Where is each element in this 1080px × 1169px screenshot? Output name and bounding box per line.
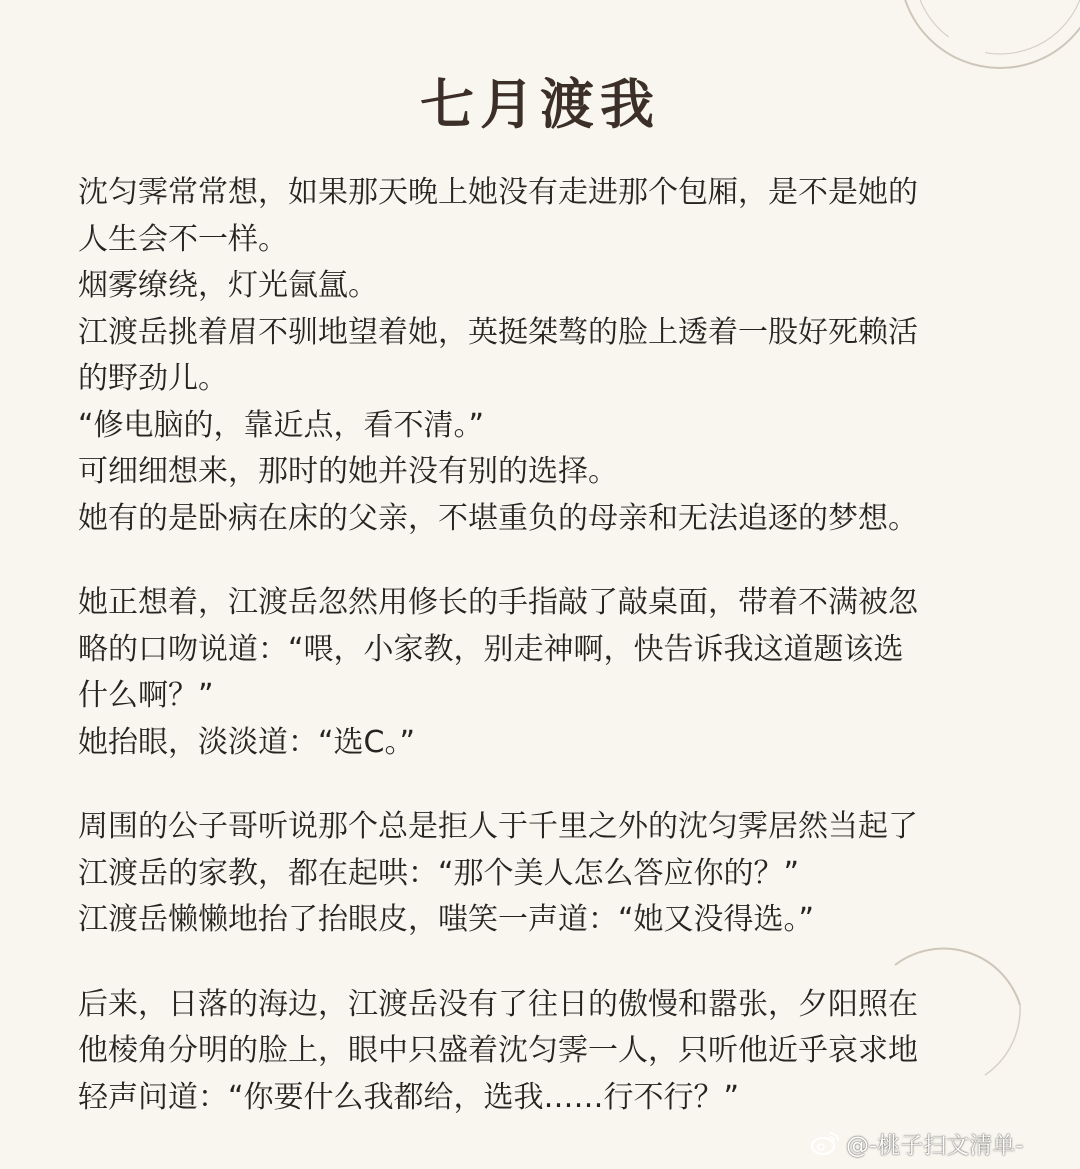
text-line: 略的口吻说道：“喂，小家教，别走神啊，快告诉我这道题该选 <box>78 631 904 667</box>
article-title: 七月渡我 <box>420 73 660 136</box>
text-line: “修电脑的，靠近点，看不清。” <box>78 407 485 443</box>
text-line: 后来，日落的海边，江渡岳没有了往日的傲慢和嚣张，夕阳照在 <box>78 986 918 1022</box>
text-line: 她抬眼，淡淡道：“选C。” <box>78 724 416 760</box>
text-line: 可细细想来，那时的她并没有别的选择。 <box>78 454 618 489</box>
text-line: 的野劲儿。 <box>78 361 228 396</box>
text-line: 沈匀霁常常想，如果那天晚上她没有走进那个包厢，是不是她的 <box>78 175 918 210</box>
text-line: 人生会不一样。 <box>78 221 288 257</box>
text-line: 烟雾缭绕，灯光氤氲。 <box>78 268 378 303</box>
text-line: 轻声问道：“你要什么我都给，选我……行不行？” <box>78 1079 740 1115</box>
article-body <box>78 170 1013 1159</box>
watermark-text: @-桃子扫文清单- <box>846 1132 1024 1159</box>
weibo-icon <box>810 1130 840 1156</box>
text-line: 江渡岳的家教，都在起哄：“那个美人怎么答应你的？” <box>78 855 800 891</box>
text-line: 江渡岳挑着眉不驯地望着她，英挺桀骜的脸上透着一股好死赖活 <box>78 314 918 350</box>
text-line: 她正想着，江渡岳忽然用修长的手指敲了敲桌面，带着不满被忽 <box>78 585 918 620</box>
paragraph-1 <box>78 170 1013 542</box>
paragraph-4 <box>78 982 1013 1122</box>
weibo-watermark <box>810 1126 1024 1160</box>
text-line: 江渡岳懒懒地抬了抬眼皮，嗤笑一声道：“她又没得选。” <box>78 902 815 937</box>
text-line: 他棱角分明的脸上，眼中只盛着沈匀霁一人，只听他近乎哀求地 <box>78 1033 918 1068</box>
paragraph-3 <box>78 804 1013 944</box>
text-line: 什么啊？” <box>78 678 214 713</box>
paragraph-2 <box>78 580 1013 766</box>
text-line: 她有的是卧病在床的父亲，不堪重负的母亲和无法追逐的梦想。 <box>78 500 918 536</box>
text-line: 周围的公子哥听说那个总是拒人于千里之外的沈匀霁居然当起了 <box>78 809 918 844</box>
